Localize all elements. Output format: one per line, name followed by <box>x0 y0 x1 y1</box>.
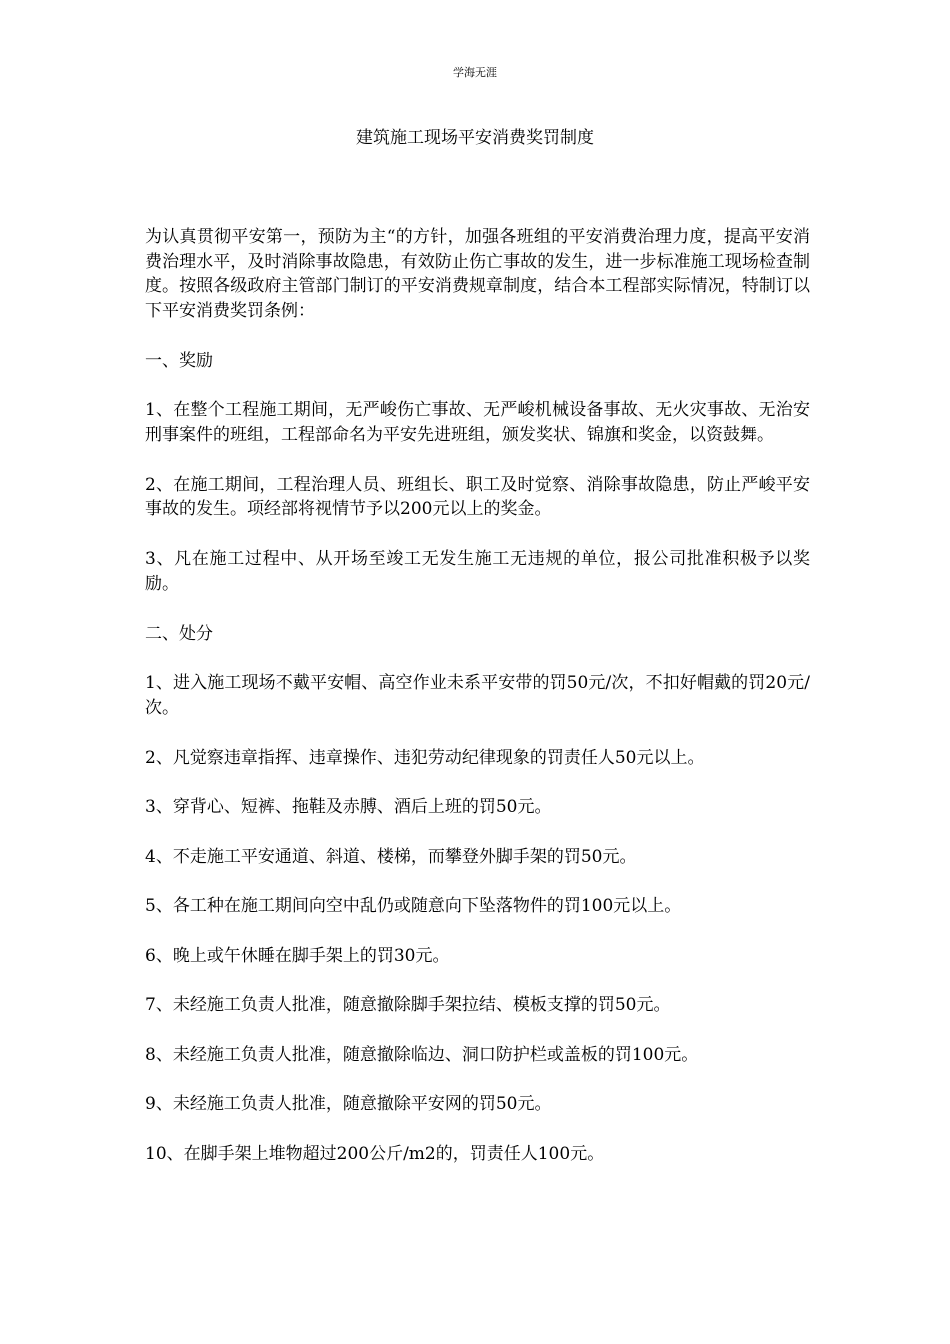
penalty-item: 8、未经施工负责人批准，随意撤除临边、洞口防护栏或盖板的罚100元。 <box>145 1044 699 1065</box>
penalty-item: 6、晚上或午休睡在脚手架上的罚30元。 <box>145 945 450 966</box>
reward-item: 2、在施工期间，工程治理人员、班组长、职工及时觉察、消除事故隐患，防止严峻平安事故的发生。项经部将视情节予以200元以上的奖金。 <box>145 474 810 519</box>
penalty-item: 9、未经施工负责人批准，随意撤除平安网的罚50元。 <box>145 1094 552 1114</box>
section-heading-penalty: 二、处分 <box>145 623 213 644</box>
penalty-item: 10、在脚手架上堆物超过200公斤/m2的，罚责任人100元。 <box>145 1143 605 1164</box>
document-title: 建筑施工现场平安消费奖罚制度 <box>356 128 594 148</box>
penalty-item: 3、穿背心、短裤、拖鞋及赤膊、酒后上班的罚50元。 <box>145 797 552 817</box>
penalty-item: 1、进入施工现场不戴平安帽、高空作业未系平安带的罚50元/次，不扣好帽戴的罚20元/次。 <box>145 673 810 718</box>
document-body <box>145 225 810 1191</box>
penalty-item: 4、不走施工平安通道、斜道、楼梯，而攀登外脚手架的罚50元。 <box>145 846 637 867</box>
reward-item: 1、在整个工程施工期间，无严峻伤亡事故、无严峻机械设备事故、无火灾事故、无治安刑事案件的班组，工程部命名为平安先进班组，颁发奖状、锦旗和奖金，以资鼓舞。 <box>145 400 810 445</box>
section-heading-reward: 一、奖励 <box>145 350 213 371</box>
page-header: 学海无涯 <box>453 66 497 79</box>
reward-item: 3、凡在施工过程中、从开场至竣工无发生施工无违规的单位，报公司批准积极予以奖励。 <box>145 549 810 594</box>
penalty-item: 7、未经施工负责人批准，随意撤除脚手架拉结、模板支撑的罚50元。 <box>145 995 671 1015</box>
penalty-item: 5、各工种在施工期间向空中乱仍或随意向下坠落物件的罚100元以上。 <box>145 896 682 916</box>
intro-paragraph: 为认真贯彻平安第一，预防为主“的方针，加强各班组的平安消费治理力度，提高平安消费治理水平，及时消除事故隐患，有效防止伤亡事故的发生，进一步标准施工现场检查制度。按照各级政府主管部门制订的平安消费规章制度，结合本工程部实际情况，特制订以下平安消费奖罚条例： <box>145 227 810 321</box>
penalty-item: 2、凡觉察违章指挥、违章操作、违犯劳动纪律现象的罚责任人50元以上。 <box>145 747 705 768</box>
